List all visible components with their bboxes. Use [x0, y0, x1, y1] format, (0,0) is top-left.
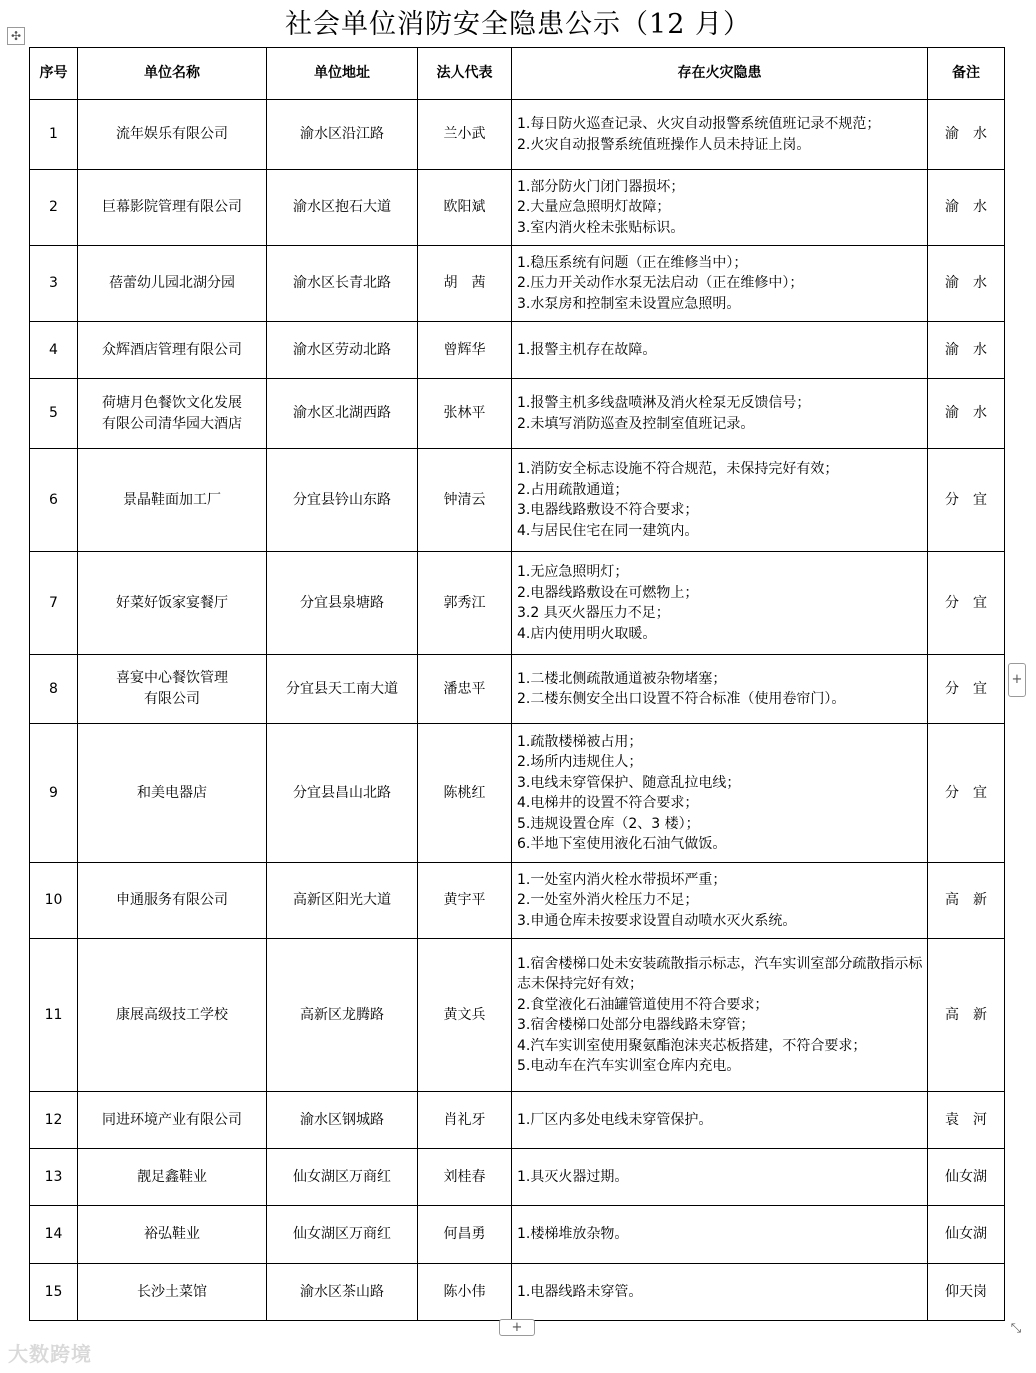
plus-icon[interactable]: + [499, 1319, 535, 1336]
cell-remark [928, 724, 1005, 863]
serial-number: 4 [49, 341, 58, 358]
cell-legal-rep [418, 939, 512, 1092]
serial-number: 7 [49, 594, 58, 611]
cell-fire-hazards [512, 863, 928, 939]
legal-representative: 肖礼牙 [443, 1111, 486, 1128]
move-arrows-icon[interactable]: ✣ [7, 27, 25, 45]
cell-remark [928, 246, 1005, 322]
serial-number: 10 [44, 892, 63, 908]
resize-icon[interactable]: ⤡ [1010, 1321, 1022, 1336]
watermark-logo: 大数跨境 [8, 1342, 92, 1366]
remark-text: 分 宜 [945, 491, 987, 508]
cell-fire-hazards [512, 1092, 928, 1149]
unit-address: 高新区龙腾路 [300, 1006, 384, 1023]
cell-address [267, 1206, 418, 1264]
cell-unit-name [78, 724, 267, 863]
legal-representative: 郭秀江 [443, 594, 486, 611]
hazard-item: 3.水泵房和控制室未设置应急照明。 [517, 295, 741, 312]
hazard-item: 4.汽车实训室使用聚氨酯泡沫夹芯板搭建，不符合要求； [517, 1037, 867, 1054]
cell-unit-name [78, 379, 267, 449]
cell-number [30, 322, 78, 379]
cell-number [30, 170, 78, 246]
cell-unit-name [78, 939, 267, 1092]
cell-number [30, 552, 78, 655]
hazard-item: 1.电器线路未穿管。 [517, 1283, 643, 1300]
cell-address [267, 863, 418, 939]
table-row [30, 379, 1005, 449]
unit-name-line: 申通服务有限公司 [116, 892, 228, 908]
hazard-item: 2.一处室外消火栓压力不足； [517, 892, 699, 909]
cell-unit-name [78, 322, 267, 379]
cell-address [267, 552, 418, 655]
unit-address: 渝水区长青北路 [293, 275, 391, 291]
unit-name-line: 有限公司清华园大酒店 [102, 415, 242, 432]
cell-fire-hazards [512, 724, 928, 863]
hazard-item: 1.报警主机多线盘喷淋及消火栓泵无反馈信号； [517, 395, 811, 411]
cell-legal-rep [418, 863, 512, 939]
serial-number: 5 [49, 405, 58, 421]
cell-number [30, 863, 78, 939]
cell-number [30, 1092, 78, 1149]
remark-text: 高 新 [945, 1006, 987, 1023]
table-row [30, 1149, 1005, 1206]
unit-name-line: 流年娱乐有限公司 [116, 126, 228, 142]
cell-address [267, 379, 418, 449]
table-row [30, 552, 1005, 655]
table-row [30, 939, 1005, 1092]
header-cell: 单位名称 [78, 48, 267, 100]
cell-address [267, 724, 418, 863]
remark-text: 渝 水 [945, 405, 987, 421]
cell-fire-hazards [512, 939, 928, 1092]
cell-unit-name [78, 100, 267, 170]
unit-address: 高新区阳光大道 [293, 892, 391, 908]
serial-number: 14 [44, 1226, 63, 1242]
cell-fire-hazards [512, 655, 928, 724]
unit-name-line: 长沙土菜馆 [137, 1283, 207, 1300]
remark-text: 渝 水 [945, 126, 987, 142]
plus-icon[interactable]: + [1008, 663, 1026, 697]
hazard-item: 1.楼梯堆放杂物。 [517, 1226, 629, 1243]
unit-address: 渝水区沿江路 [300, 126, 384, 142]
cell-address [267, 1092, 418, 1149]
unit-address: 渝水区劳动北路 [293, 341, 391, 358]
hazard-item: 2.压力开关动作水泵无法启动（正在维修中）； [517, 275, 804, 292]
cell-legal-rep [418, 100, 512, 170]
unit-name-line: 荷塘月色餐饮文化发展 [102, 394, 242, 411]
header-cell: 存在火灾隐患 [512, 48, 928, 100]
serial-number: 8 [49, 680, 58, 697]
hazard-item: 2.未填写消防巡查及控制室值班记录。 [517, 415, 755, 432]
legal-representative: 曾辉华 [443, 341, 486, 358]
cell-number [30, 655, 78, 724]
cell-fire-hazards [512, 322, 928, 379]
serial-number: 11 [44, 1006, 63, 1023]
cell-unit-name [78, 1092, 267, 1149]
remark-text: 渝 水 [945, 275, 987, 291]
table-row [30, 1206, 1005, 1264]
unit-address: 分宜县天工南大道 [286, 680, 398, 697]
cell-address [267, 939, 418, 1092]
hazard-item: 1.宿舍楼梯口处未安装疏散指示标志，汽车实训室部分疏散指示标志未保持完好有效； [517, 955, 923, 992]
remark-text: 袁 河 [945, 1111, 987, 1128]
legal-representative: 欧阳斌 [443, 199, 486, 215]
legal-representative: 胡 茜 [443, 275, 486, 291]
cell-remark [928, 170, 1005, 246]
hazard-item: 1.稳压系统有问题（正在维修当中）； [517, 254, 748, 271]
cell-legal-rep [418, 724, 512, 863]
table-row [30, 655, 1005, 724]
unit-name-line: 康展高级技工学校 [116, 1006, 228, 1023]
cell-legal-rep [418, 246, 512, 322]
cell-remark [928, 655, 1005, 724]
cell-fire-hazards [512, 1264, 928, 1321]
cell-unit-name [78, 655, 267, 724]
hazard-item: 1.报警主机存在故障。 [517, 341, 657, 358]
cell-legal-rep [418, 1206, 512, 1264]
header-cell: 法人代表 [418, 48, 512, 100]
legal-representative: 张林平 [443, 405, 486, 421]
cell-unit-name [78, 552, 267, 655]
cell-number [30, 379, 78, 449]
cell-fire-hazards [512, 100, 928, 170]
hazard-item: 1.部分防火门闭门器损坏； [517, 178, 685, 195]
header-cell: 单位地址 [267, 48, 418, 100]
cell-remark [928, 552, 1005, 655]
page-title: 社会单位消防安全隐患公示（12 月） [285, 9, 751, 40]
cell-address [267, 1149, 418, 1206]
hazard-item: 1.一处室内消火栓水带损坏严重； [517, 871, 727, 888]
legal-representative: 陈桃红 [443, 784, 486, 801]
unit-address: 仙女湖区万商红 [293, 1168, 391, 1185]
cell-remark [928, 100, 1005, 170]
cell-unit-name [78, 1264, 267, 1321]
unit-name-line: 好菜好饭家宴餐厅 [116, 594, 228, 611]
remark-text: 渝 水 [945, 341, 987, 358]
cell-legal-rep [418, 1092, 512, 1149]
legal-representative: 黄宇平 [443, 892, 486, 908]
cell-number [30, 1264, 78, 1321]
cell-remark [928, 449, 1005, 552]
table-row [30, 322, 1005, 379]
cell-unit-name [78, 170, 267, 246]
unit-address: 分宜县昌山北路 [293, 784, 391, 801]
table-row [30, 863, 1005, 939]
hazard-item: 6.半地下室使用液化石油气做饭。 [517, 836, 727, 852]
serial-number: 13 [44, 1168, 63, 1185]
cell-unit-name [78, 1149, 267, 1206]
unit-name-line: 众辉酒店管理有限公司 [102, 341, 242, 358]
serial-number: 6 [49, 491, 58, 508]
unit-name-line: 有限公司 [144, 691, 200, 707]
cell-fire-hazards [512, 1206, 928, 1264]
table-row [30, 170, 1005, 246]
legal-representative: 潘忠平 [443, 680, 486, 697]
unit-name-line: 同进环境产业有限公司 [102, 1111, 242, 1128]
cell-legal-rep [418, 322, 512, 379]
unit-name-line: 蓓蕾幼儿园北湖分园 [109, 275, 235, 291]
hazard-item: 4.电梯井的设置不符合要求； [517, 795, 699, 811]
unit-address: 渝水区抱石大道 [293, 199, 391, 215]
unit-name-line: 巨幕影院管理有限公司 [102, 199, 242, 215]
cell-fire-hazards [512, 379, 928, 449]
hazard-item: 1.疏散楼梯被占用； [517, 733, 643, 750]
hazard-item: 3.申通仓库未按要求设置自动喷水灭火系统。 [517, 912, 797, 929]
hazard-item: 2.食堂液化石油罐管道使用不符合要求； [517, 996, 769, 1013]
cell-unit-name [78, 863, 267, 939]
unit-name-line: 景晶鞋面加工厂 [123, 491, 221, 508]
cell-number [30, 1149, 78, 1206]
cell-legal-rep [418, 552, 512, 655]
cell-legal-rep [418, 379, 512, 449]
unit-name-line: 喜宴中心餐饮管理 [116, 670, 228, 686]
unit-address: 分宜县泉塘路 [300, 594, 384, 611]
cell-remark [928, 939, 1005, 1092]
hazard-table [29, 47, 1005, 1321]
cell-remark [928, 1149, 1005, 1206]
hazard-item: 1.消防安全标志设施不符合规范，未保持完好有效； [517, 461, 839, 477]
serial-number: 3 [49, 275, 58, 291]
unit-address: 仙女湖区万商红 [293, 1226, 391, 1242]
serial-number: 15 [44, 1283, 63, 1300]
hazard-item: 1.厂区内多处电线未穿管保护。 [517, 1111, 713, 1128]
serial-number: 1 [49, 126, 58, 142]
cell-number [30, 449, 78, 552]
hazard-item: 2.电器线路敷设在可燃物上； [517, 584, 699, 601]
unit-name-line: 裕弘鞋业 [144, 1226, 200, 1242]
cell-legal-rep [418, 655, 512, 724]
header-cell: 序号 [30, 48, 78, 100]
cell-remark [928, 1206, 1005, 1264]
cell-unit-name [78, 246, 267, 322]
hazard-item: 1.每日防火巡查记录、火灾自动报警系统值班记录不规范； [517, 116, 881, 132]
hazard-item: 4.店内使用明火取暖。 [517, 625, 657, 642]
cell-remark [928, 322, 1005, 379]
hazard-item: 5.电动车在汽车实训室仓库内充电。 [517, 1058, 741, 1074]
legal-representative: 何昌勇 [443, 1226, 486, 1242]
table-row [30, 1092, 1005, 1149]
table-row [30, 724, 1005, 863]
hazard-item: 1.无应急照明灯； [517, 564, 629, 580]
remark-text: 渝 水 [945, 199, 987, 215]
cell-remark [928, 1264, 1005, 1321]
remark-text: 高 新 [945, 892, 987, 908]
cell-number [30, 100, 78, 170]
hazard-item: 4.与居民住宅在同一建筑内。 [517, 522, 699, 539]
hazard-item: 3.2 具灭火器压力不足； [517, 605, 670, 621]
remark-text: 分 宜 [945, 594, 987, 611]
hazard-item: 1.具灭火器过期。 [517, 1168, 629, 1185]
legal-representative: 黄文兵 [443, 1006, 486, 1023]
cell-address [267, 449, 418, 552]
remark-text: 仰天岗 [945, 1283, 987, 1300]
cell-legal-rep [418, 1149, 512, 1206]
cell-address [267, 100, 418, 170]
hazard-item: 5.违规设置仓库（2、3 楼）； [517, 815, 700, 832]
table-row [30, 246, 1005, 322]
unit-address: 渝水区钢城路 [300, 1111, 384, 1128]
serial-number: 2 [49, 199, 58, 215]
cell-remark [928, 379, 1005, 449]
legal-representative: 陈小伟 [443, 1283, 486, 1300]
serial-number: 9 [49, 784, 58, 801]
table-row [30, 1264, 1005, 1321]
hazard-item: 1.二楼北侧疏散通道被杂物堵塞； [517, 670, 727, 687]
hazard-item: 2.大量应急照明灯故障； [517, 199, 671, 216]
serial-number: 12 [44, 1111, 63, 1128]
hazard-item: 2.占用疏散通道； [517, 481, 629, 498]
legal-representative: 刘桂春 [443, 1168, 486, 1185]
cell-remark [928, 863, 1005, 939]
header-row [30, 48, 1005, 100]
remark-text: 分 宜 [945, 680, 987, 697]
table-row [30, 100, 1005, 170]
cell-address [267, 246, 418, 322]
table-row [30, 449, 1005, 552]
cell-fire-hazards [512, 552, 928, 655]
unit-name-line: 靓足鑫鞋业 [137, 1168, 207, 1185]
hazard-item: 3.电器线路敷设不符合要求； [517, 502, 699, 518]
remark-text: 仙女湖 [945, 1168, 987, 1185]
cell-address [267, 322, 418, 379]
cell-number [30, 724, 78, 863]
cell-number [30, 246, 78, 322]
hazard-item: 2.火灾自动报警系统值班操作人员未持证上岗。 [517, 136, 811, 153]
remark-text: 分 宜 [945, 784, 987, 801]
cell-unit-name [78, 1206, 267, 1264]
cell-legal-rep [418, 170, 512, 246]
unit-address: 渝水区北湖西路 [293, 405, 391, 421]
cell-number [30, 939, 78, 1092]
cell-address [267, 170, 418, 246]
hazard-item: 3.室内消火栓未张贴标识。 [517, 219, 685, 236]
cell-fire-hazards [512, 246, 928, 322]
cell-number [30, 1206, 78, 1264]
unit-name-line: 和美电器店 [137, 784, 207, 801]
cell-address [267, 1264, 418, 1321]
remark-text: 仙女湖 [945, 1226, 987, 1242]
cell-legal-rep [418, 449, 512, 552]
cell-unit-name [78, 449, 267, 552]
cell-fire-hazards [512, 1149, 928, 1206]
hazard-item: 3.宿舍楼梯口处部分电器线路未穿管； [517, 1017, 755, 1033]
legal-representative: 兰小武 [443, 126, 486, 142]
cell-remark [928, 1092, 1005, 1149]
unit-address: 分宜县钤山东路 [293, 491, 391, 508]
cell-address [267, 655, 418, 724]
header-cell: 备注 [928, 48, 1005, 100]
cell-fire-hazards [512, 449, 928, 552]
hazard-item: 3.电线未穿管保护、随意乱拉电线； [517, 774, 741, 791]
legal-representative: 钟清云 [443, 491, 486, 508]
cell-fire-hazards [512, 170, 928, 246]
hazard-item: 2.场所内违规住人； [517, 754, 643, 770]
hazard-item: 2.二楼东侧安全出口设置不符合标准（使用卷帘门）。 [517, 691, 846, 707]
unit-address: 渝水区茶山路 [300, 1283, 384, 1300]
cell-legal-rep [418, 1264, 512, 1321]
